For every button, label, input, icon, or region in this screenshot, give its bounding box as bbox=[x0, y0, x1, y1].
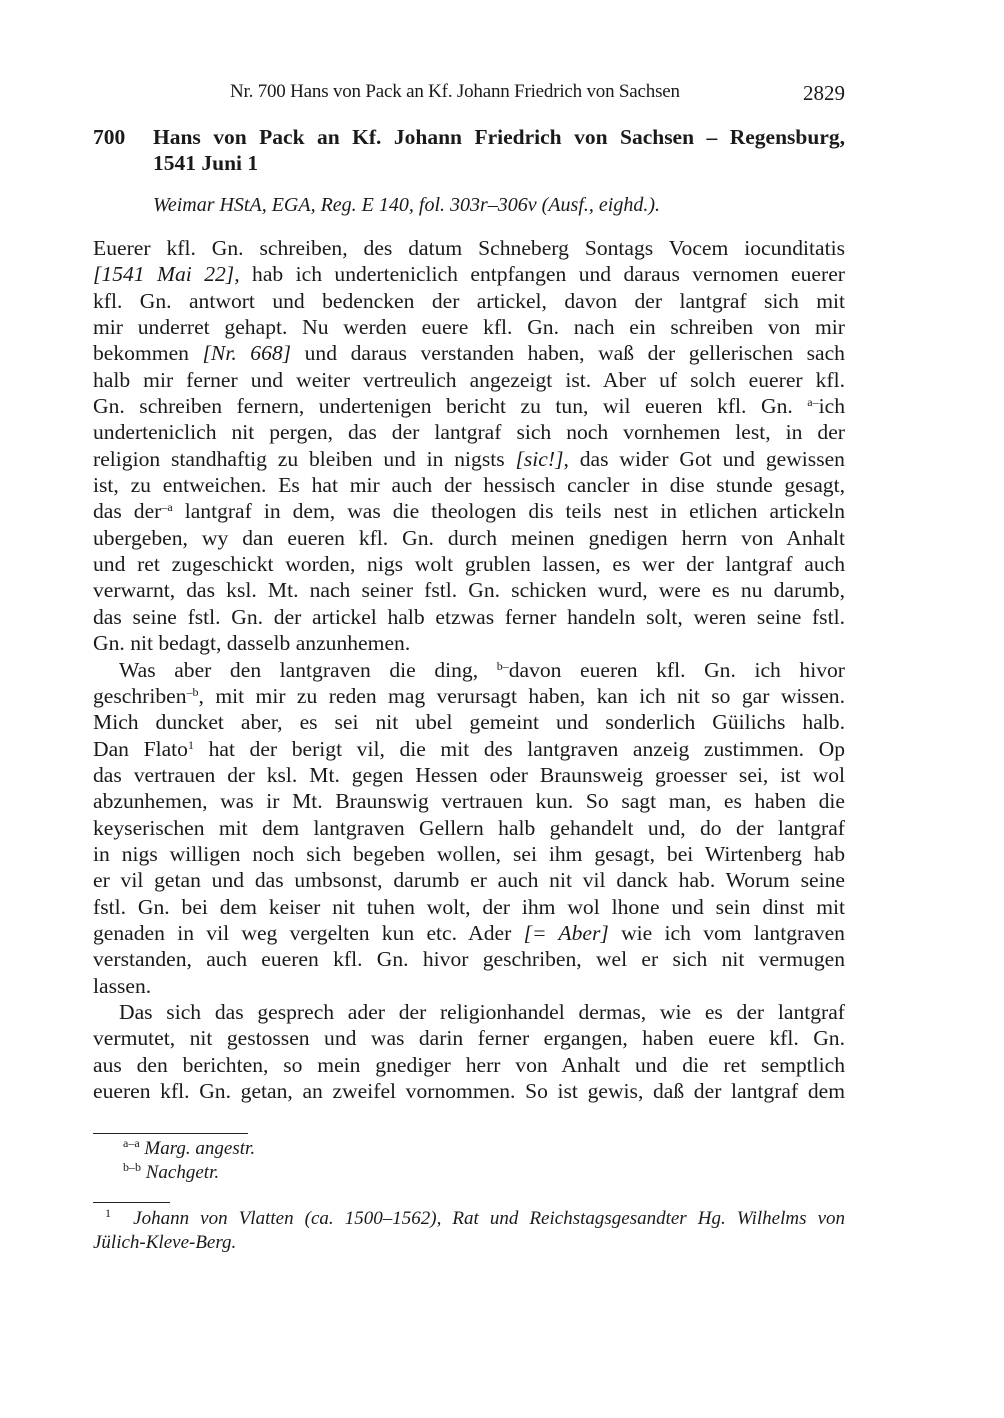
title-line: Hans von Pack an Kf. Johann Friedrich von Sachsen – Regensburg, bbox=[153, 125, 845, 149]
text-line: Das sich das gesprech ader der religionhandel dermas, wie es der lantgraf bbox=[119, 999, 845, 1024]
text-line: das vertrauen der ksl. Mt. gegen Hessen oder Braunsweig groesser sei, ist wol bbox=[93, 762, 845, 787]
apparatus-marker: –a bbox=[161, 500, 173, 515]
textual-apparatus bbox=[93, 1137, 845, 1185]
running-head bbox=[93, 81, 845, 105]
text-line: das der$^{-a}$ lantgraf in dem, was die theologen dis teils nest in etlichen artickeln bbox=[93, 499, 845, 524]
text-line: vermutet, nit gestossen und was darin ferner ergangen, haben euere kfl. Gn. bbox=[93, 1026, 845, 1051]
text-line: Gn. schreiben fernern, undertenigen bericht zu tun, wil eueren kfl. Gn. $^{a-}$ich bbox=[93, 394, 845, 419]
apparatus-entry: $^{a-a}$ Marg. angestr. bbox=[123, 1136, 256, 1159]
text-line: abzunhemen, was ir Mt. Braunswig vertrauen kun. So sagt man, es haben die bbox=[93, 789, 845, 814]
text-line: aus den berichten, so mein gnediger herr von Anhalt und die ret semptlich bbox=[93, 1052, 845, 1077]
apparatus-marker: b– bbox=[496, 658, 509, 673]
text-line: lassen. bbox=[93, 973, 152, 998]
text-line: underteniclich nit pergen, das der lantgraf sich noch vornhemen lest, in der bbox=[93, 420, 845, 445]
footnote-continuation: Jülich-Kleve-Berg. bbox=[93, 1232, 237, 1253]
document-title bbox=[153, 124, 845, 176]
text-line: ist, zu entweichen. Es hat mir auch der hessisch cancler in dise stunde gesagt, bbox=[93, 473, 845, 498]
text-line: bekommen [Nr. 668] und daraus verstanden haben, waß der gellerischen sach bbox=[93, 341, 845, 366]
text-line: er vil getan und das umbsonst, darumb er auch nit vil danck hab. Worum seine bbox=[93, 868, 845, 893]
editorial-note: [= Aber] bbox=[523, 920, 609, 945]
text-line: verwarnt, das ksl. Mt. nach seiner fstl. Gn. schicken wurd, were es nu darumb, bbox=[93, 578, 845, 603]
text-line: fstl. Gn. bei dem keiser nit tuhen wolt, der ihm wol lhone und sein dinst mit bbox=[93, 894, 845, 919]
cross-reference: [Nr. 668] bbox=[202, 341, 292, 366]
text-line: verstanden, auch eueren kfl. Gn. hivor geschriben, wel er sich nit vermugen bbox=[93, 947, 845, 972]
footnote-entry: $^1$ Johann von Vlatten (ca. 1500–1562), Rat und Reichstagsgesandter Hg. Wilhelms von bbox=[105, 1206, 845, 1229]
text-line: religion standhaftig zu bleiben und in nigsts [sic!], das wider Got und gewissen bbox=[93, 446, 845, 471]
editorial-date: [1541 Mai 22], bbox=[93, 262, 240, 287]
text-line: eueren kfl. Gn. getan, an zweifel vornommen. So ist gewis, daß der lantgraf dem bbox=[93, 1079, 845, 1103]
footnote-divider bbox=[93, 1202, 170, 1203]
text-line: mir underret gehapt. Nu werden euere kfl. Gn. nach ein schreiben von mir bbox=[93, 315, 845, 340]
text-line: Mich duncket aber, es sei nit ubel gemeint und sonderlich Güilichs halb. bbox=[93, 710, 845, 735]
text-line: keyserischen mit dem lantgraven Gellern halb gehandelt und, do der lantgraf bbox=[93, 815, 845, 840]
title-line: 1541 Juni 1 bbox=[153, 151, 259, 175]
body-text bbox=[93, 235, 845, 1104]
apparatus-marker: –b bbox=[186, 684, 199, 699]
text-line: ubergeben, wy dan eueren kfl. Gn. durch meinen gnedigen herrn von Anhalt bbox=[93, 525, 845, 550]
apparatus-entry: $^{b-b}$ Nachgetr. bbox=[123, 1160, 220, 1183]
footnote-mark: 1 bbox=[105, 1206, 111, 1220]
source-citation: Weimar HStA, EGA, Reg. E 140, fol. 303r–306v (Ausf., eighd.). bbox=[153, 194, 660, 216]
text-line: genaden in vil weg vergelten kun etc. Ader [= Aber] wie ich vom lantgraven bbox=[93, 920, 845, 945]
text-line: und ret zugeschickt worden, nigs wolt grublen lassen, es wer der lantgraf auch bbox=[93, 552, 845, 577]
text-line: geschriben$^{-b}$, mit mir zu reden mag verursagt haben, kan ich nit so gar wissen. bbox=[93, 683, 845, 708]
text-line: [1541 Mai 22], hab ich underteniclich entpfangen und daraus vernomen euerer bbox=[93, 262, 845, 287]
text-line: Gn. nit bedagt, dasselb anzunhemen. bbox=[93, 631, 411, 656]
editorial-note: [sic!] bbox=[515, 446, 564, 471]
apparatus-mark: b–b bbox=[123, 1160, 141, 1174]
apparatus-marker: a– bbox=[807, 395, 819, 410]
footnotes bbox=[93, 1207, 845, 1255]
page-number: 2829 bbox=[803, 81, 845, 105]
running-title: Nr. 700 Hans von Pack an Kf. Johann Friedrich von Sachsen bbox=[230, 81, 680, 102]
apparatus-mark: a–a bbox=[123, 1136, 140, 1150]
text-line: Was aber den lantgraven die ding, $^{b-}$davon eueren kfl. Gn. ich hivor bbox=[119, 657, 845, 682]
text-line: Euerer kfl. Gn. schreiben, des datum Schneberg Sontags Vocem iocunditatis bbox=[93, 236, 845, 260]
text-line: das seine fstl. Gn. der artickel halb etzwas ferner handeln solt, weren seine fstl. bbox=[93, 604, 845, 629]
document-number: 700 bbox=[93, 125, 126, 149]
text-line: kfl. Gn. antwort und bedencken der artickel, davon der lantgraf sich mit bbox=[93, 288, 845, 313]
apparatus-divider bbox=[93, 1133, 248, 1134]
text-line: halb mir ferner und weiter vertreulich angezeigt ist. Aber uf solch euerer kfl. bbox=[93, 367, 845, 392]
text-line: Dan Flato$^1$ hat der berigt vil, die mit des lantgraven anzeig zustimmen. Op bbox=[93, 736, 845, 761]
footnote-marker[interactable]: 1 bbox=[187, 737, 194, 752]
text-line: in nigs willigen noch sich begeben wollen, sei ihm gesagt, bei Wirtenberg hab bbox=[93, 841, 845, 866]
